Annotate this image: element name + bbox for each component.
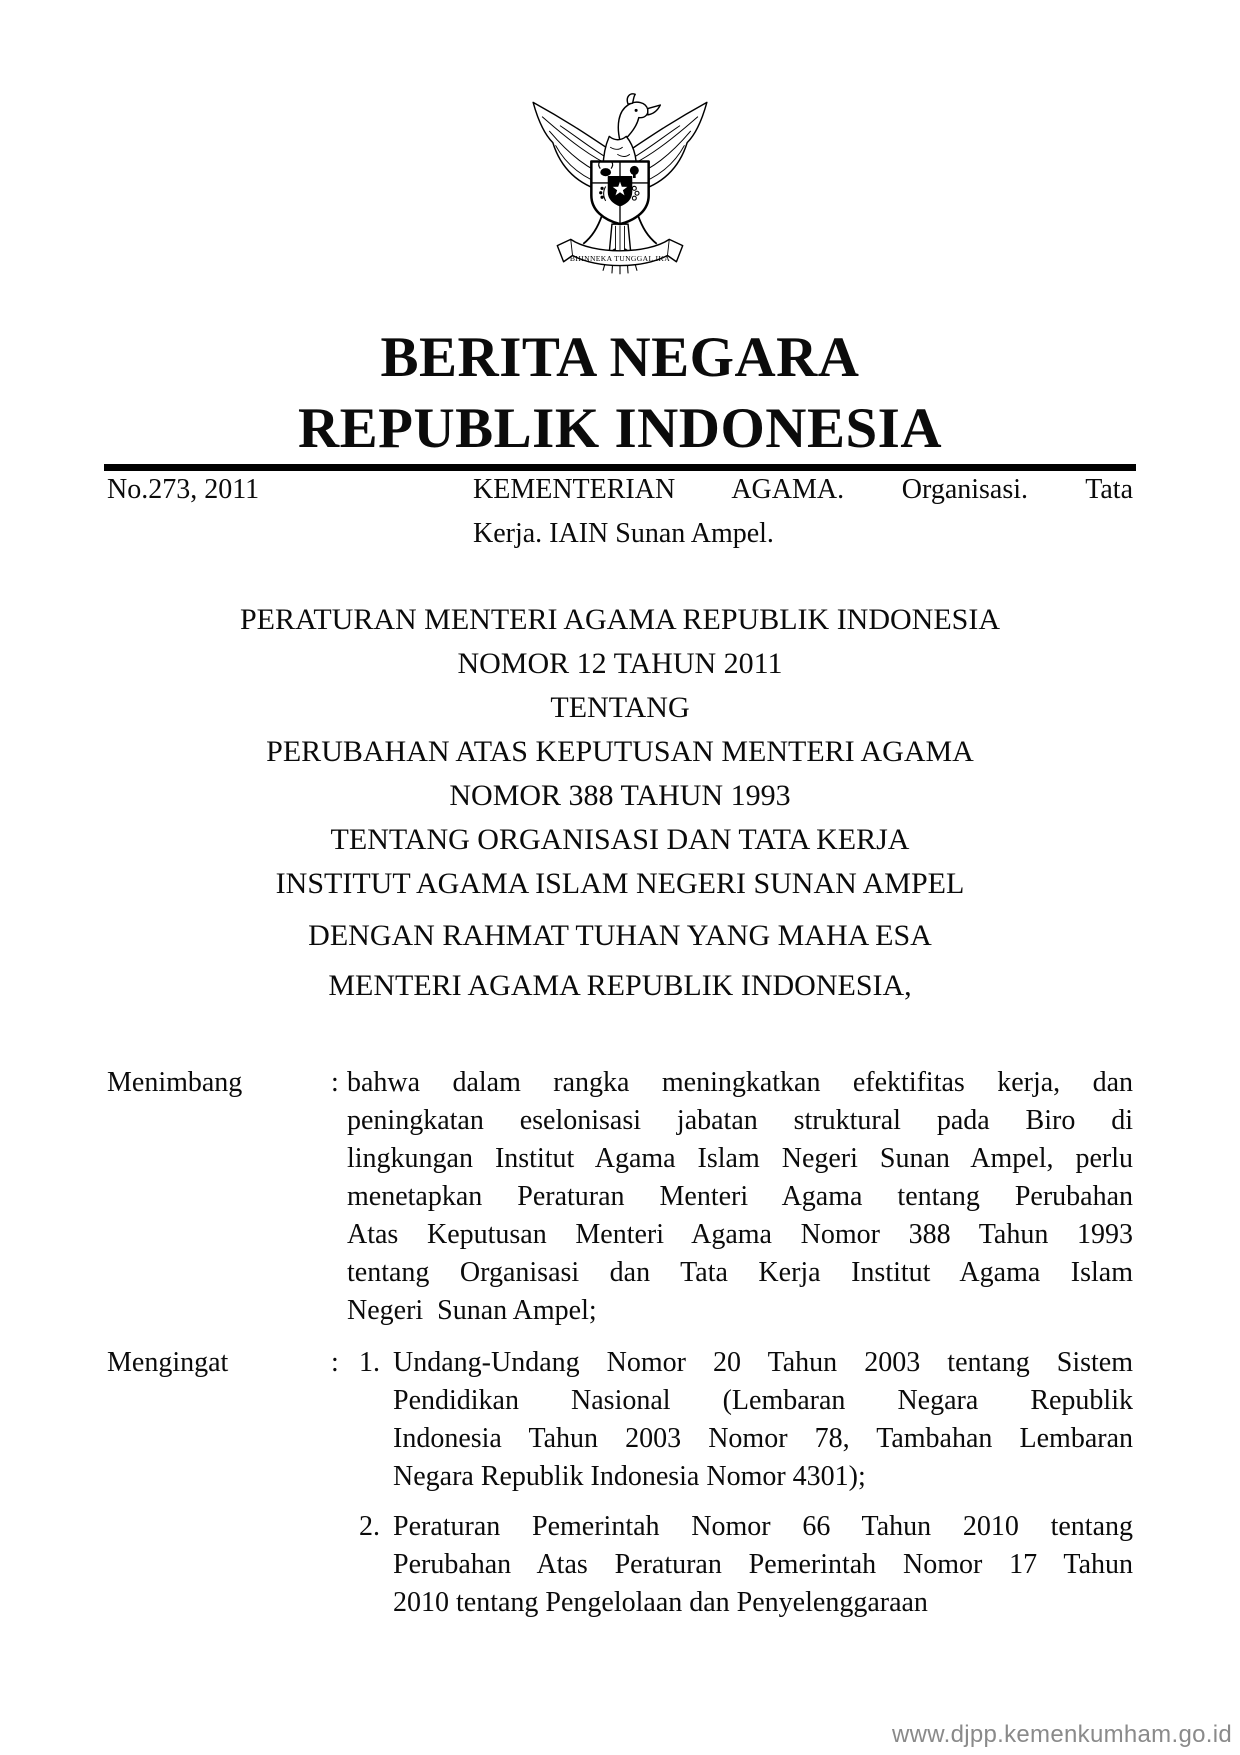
- item-text: [393, 1344, 1133, 1496]
- legal-item-1: [347, 1344, 1133, 1496]
- clause-text-line: Peraturan Pemerintah Nomor 66 Tahun 2010 tentang: [393, 1511, 1133, 1542]
- clause-colon: :: [331, 1067, 339, 1098]
- regulation-title-line: PERATURAN MENTERI AGAMA REPUBLIK INDONESIA: [239, 603, 1001, 636]
- regulation-title-line: NOMOR 12 TAHUN 2011: [457, 647, 783, 680]
- item-text: [393, 1508, 1133, 1622]
- clause-text-line: Perubahan Atas Peraturan Pemerintah Nomor 17 Tahun: [393, 1549, 1133, 1580]
- clause-text-line: Negara Republik Indonesia Nomor 4301);: [393, 1461, 866, 1492]
- clause-text-line: Undang-Undang Nomor 20 Tahun 2003 tentang Sistem: [393, 1347, 1133, 1378]
- garuda-emblem: [517, 84, 723, 298]
- subject-line-1: KEMENTERIAN AGAMA. Organisasi. Tata: [473, 474, 1133, 505]
- clause-text-line: Indonesia Tahun 2003 Nomor 78, Tambahan Lembaran: [393, 1423, 1133, 1454]
- subject-line-2: Kerja. IAIN Sunan Ampel.: [473, 518, 774, 549]
- regulation-title-line: TENTANG ORGANISASI DAN TATA KERJA: [330, 823, 910, 856]
- clause-label: Mengingat: [107, 1347, 229, 1378]
- clause-text-line: bahwa dalam rangka meningkatkan efektifitas kerja, dan: [347, 1067, 1133, 1098]
- regulation-title-line: INSTITUT AGAMA ISLAM NEGERI SUNAN AMPEL: [275, 867, 965, 900]
- clause-text-line: 2010 tentang Pengelolaan dan Penyelenggaraan: [393, 1587, 928, 1618]
- masthead-title-line2: REPUBLIK INDONESIA: [297, 397, 943, 460]
- clause-text-line: Negeri Sunan Ampel;: [347, 1295, 597, 1326]
- clause-text-line: lingkungan Institut Agama Islam Negeri Sunan Ampel, perlu: [347, 1143, 1133, 1174]
- regulation-title-line: PERUBAHAN ATAS KEPUTUSAN MENTERI AGAMA: [266, 735, 974, 768]
- legal-basis-list: [347, 1344, 1133, 1622]
- clause-text-line: tentang Organisasi dan Tata Kerja Institut Agama Islam: [347, 1257, 1133, 1288]
- clause-text-line: Atas Keputusan Menteri Agama Nomor 388 Tahun 1993: [347, 1219, 1133, 1250]
- clause-paragraph: [347, 1064, 1133, 1330]
- preamble: [107, 911, 1133, 1011]
- legal-item-2: [347, 1508, 1133, 1622]
- gazette-number: No.273, 2011: [107, 474, 260, 505]
- clause-text-line: Pendidikan Nasional (Lembaran Negara Republik: [393, 1385, 1133, 1416]
- garuda-pancasila-icon: [517, 84, 723, 298]
- emblem-motto-ribbon: BHINNEKA TUNGGAL IKA: [569, 253, 671, 263]
- clause-label: Menimbang: [107, 1067, 243, 1098]
- clause-colon: :: [331, 1347, 339, 1378]
- subject-line: [473, 468, 1133, 556]
- regulation-title-line: TENTANG: [550, 691, 690, 724]
- masthead-title-line1: BERITA NEGARA: [380, 326, 860, 389]
- item-number: 2.: [359, 1511, 380, 1542]
- clause-text-line: peningkatan eselonisasi jabatan struktural pada Biro di: [347, 1105, 1133, 1136]
- clause-menimbang: [107, 1064, 1133, 1330]
- item-number: 1.: [359, 1347, 380, 1378]
- clause-mengingat: [107, 1344, 1133, 1622]
- regulation-title-line: NOMOR 388 TAHUN 1993: [449, 779, 791, 812]
- issuer-line: MENTERI AGAMA REPUBLIK INDONESIA,: [328, 969, 912, 1002]
- invocation-line: DENGAN RAHMAT TUHAN YANG MAHA ESA: [308, 919, 932, 952]
- footer-url: www.djpp.kemenkumham.go.id: [892, 1721, 1232, 1748]
- clause-text-line: menetapkan Peraturan Menteri Agama tentang Perubahan: [347, 1181, 1133, 1212]
- regulation-title: [107, 598, 1133, 906]
